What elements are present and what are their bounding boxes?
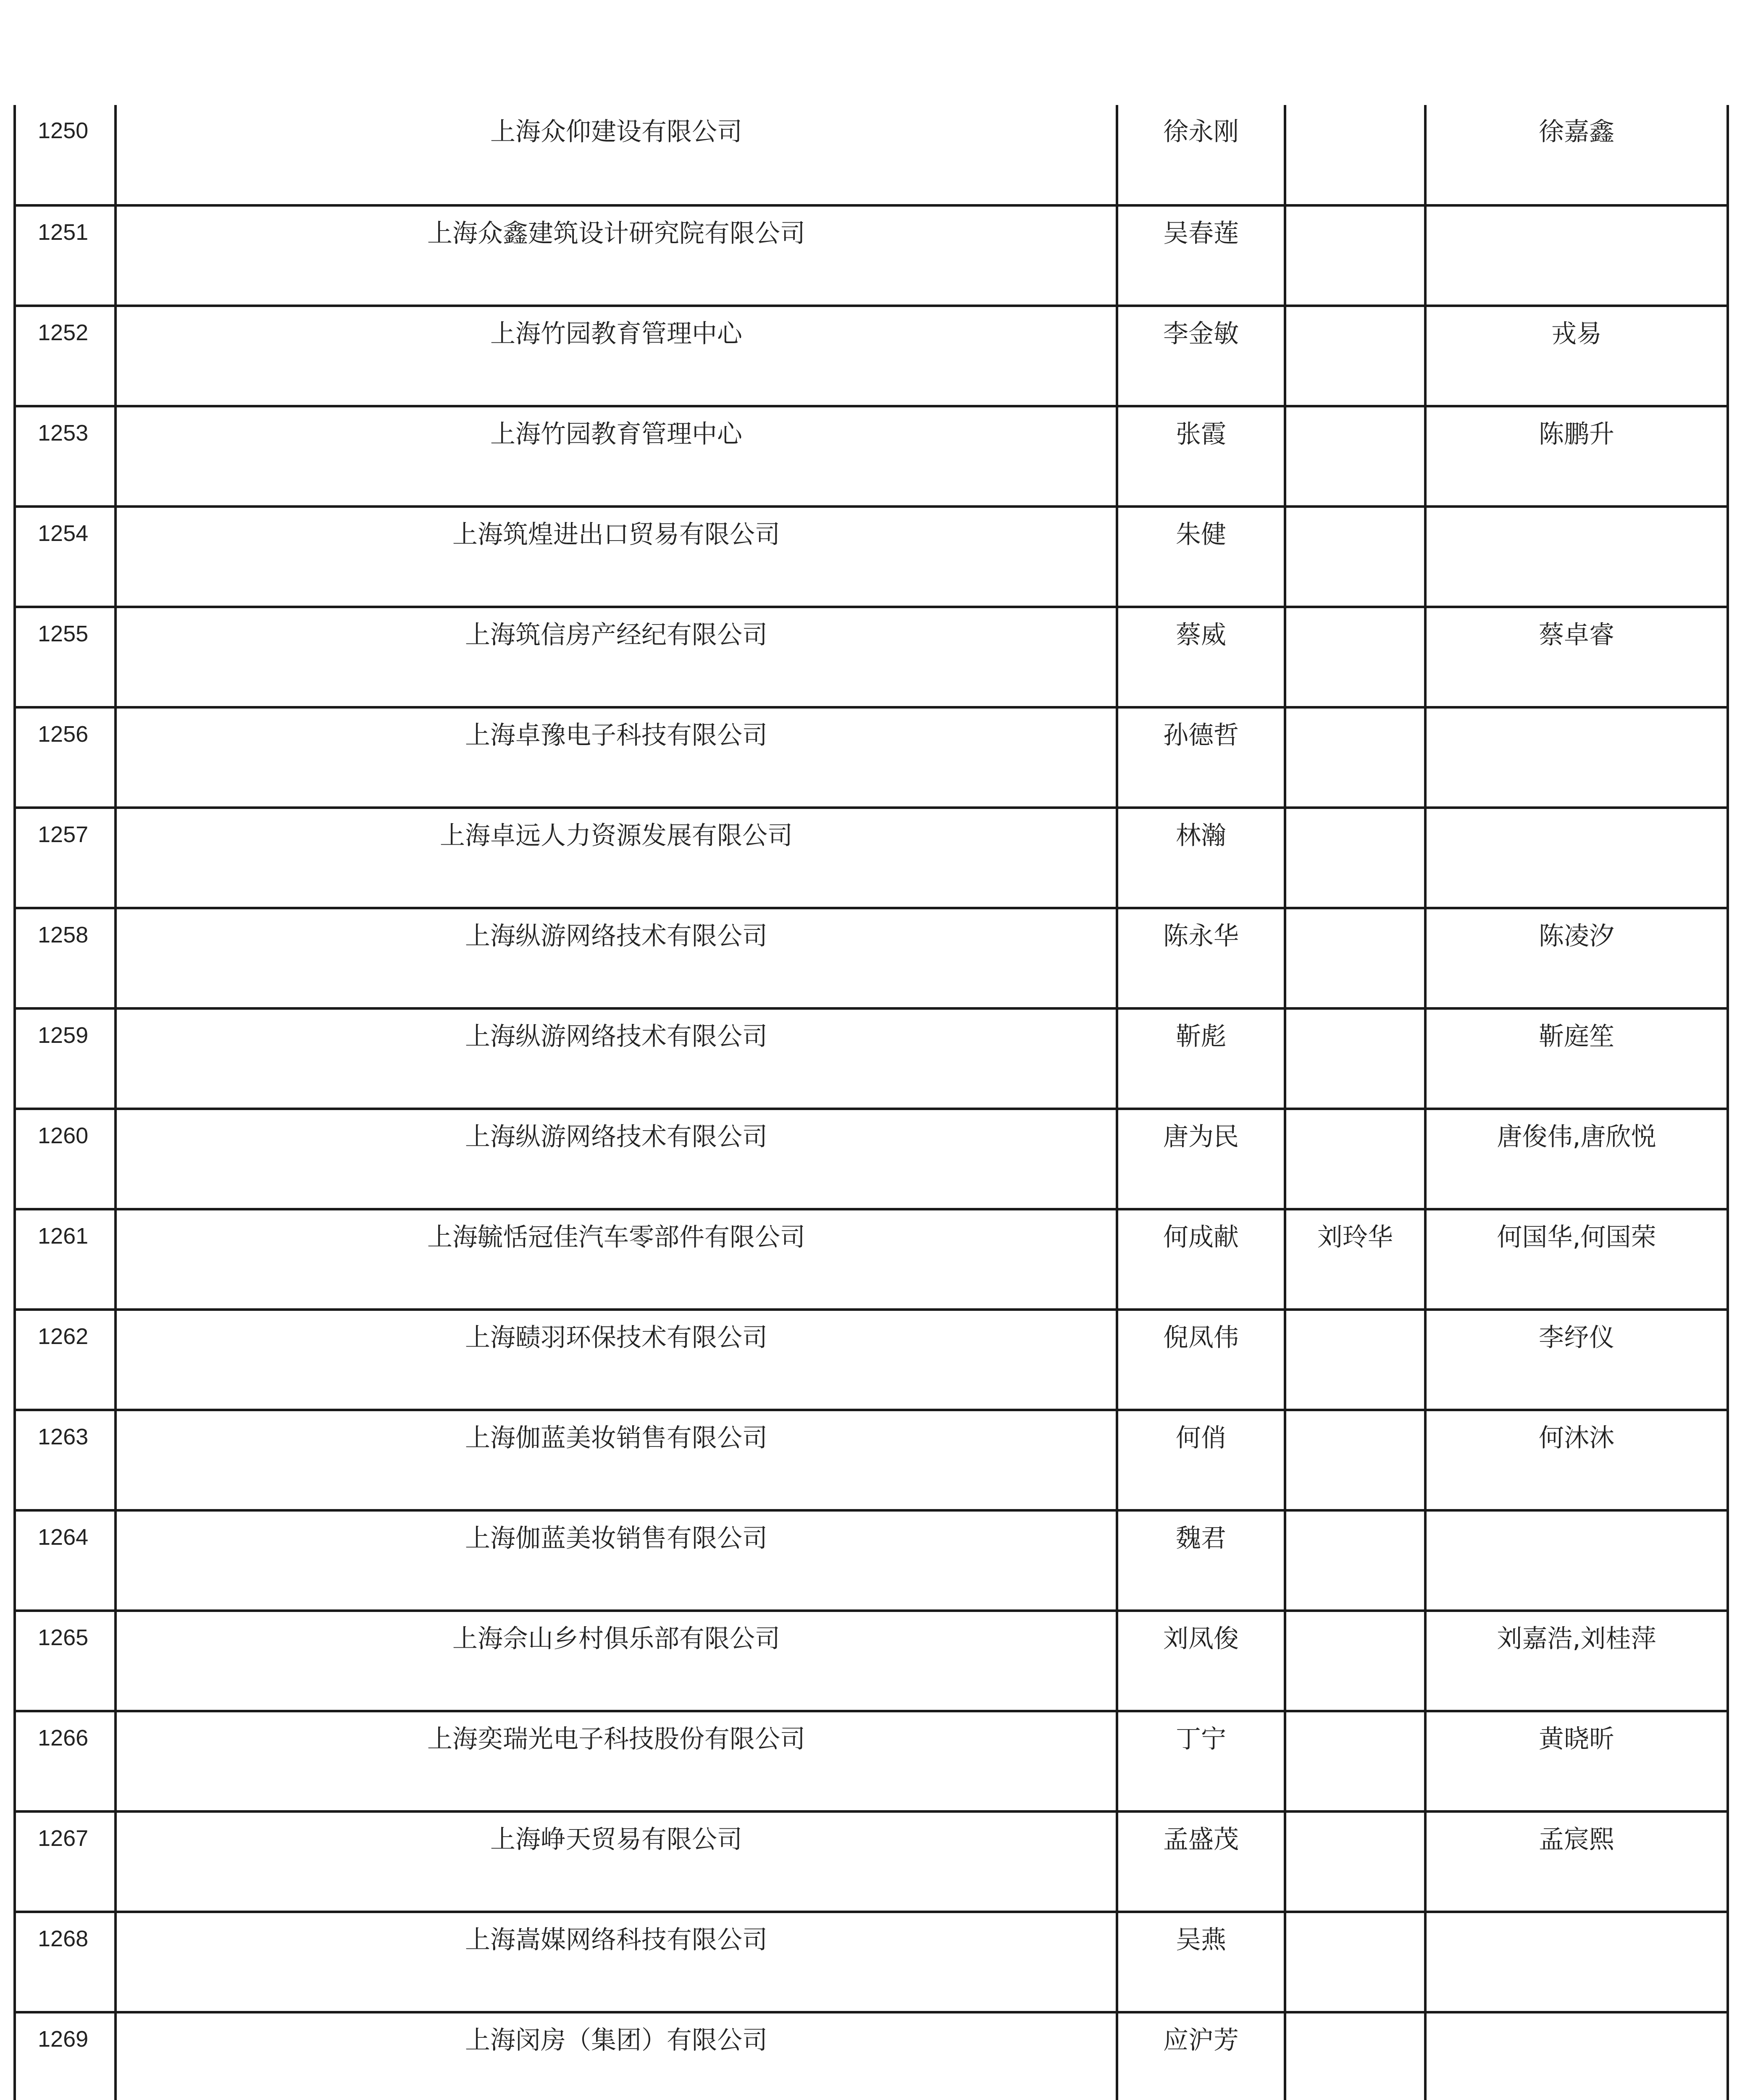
person-name: 刘凤俊 <box>1117 1611 1285 1711</box>
row-number: 1254 <box>15 507 116 607</box>
secondary-name <box>1285 1109 1425 1209</box>
person-name: 朱健 <box>1117 507 1285 607</box>
table-row <box>15 1611 1728 1711</box>
company-name: 上海毓恬冠佳汽车零部件有限公司 <box>116 1209 1117 1310</box>
company-name: 上海伽蓝美妆销售有限公司 <box>116 1410 1117 1510</box>
person-name: 孟盛茂 <box>1117 1811 1285 1912</box>
person-name: 孙德哲 <box>1117 707 1285 808</box>
registry-table-body <box>15 105 1728 2100</box>
secondary-name <box>1285 105 1425 205</box>
person-name: 何成献 <box>1117 1209 1285 1310</box>
company-name: 上海峥天贸易有限公司 <box>116 1811 1117 1912</box>
table-row <box>15 105 1728 205</box>
row-number: 1257 <box>15 808 116 908</box>
row-number: 1258 <box>15 908 116 1008</box>
company-name: 上海筑信房产经纪有限公司 <box>116 607 1117 707</box>
table-row <box>15 205 1728 306</box>
person-name: 吴燕 <box>1117 1912 1285 2012</box>
related-names: 何国华,何国荣 <box>1425 1209 1728 1310</box>
row-number: 1267 <box>15 1811 116 1912</box>
secondary-name <box>1285 1008 1425 1109</box>
row-number: 1263 <box>15 1410 116 1510</box>
table-row <box>15 1310 1728 1410</box>
row-number: 1259 <box>15 1008 116 1109</box>
row-number: 1250 <box>15 105 116 205</box>
related-names <box>1425 1912 1728 2012</box>
table-row <box>15 1109 1728 1209</box>
company-name: 上海筑煌进出口贸易有限公司 <box>116 507 1117 607</box>
row-number: 1260 <box>15 1109 116 1209</box>
person-name: 靳彪 <box>1117 1008 1285 1109</box>
company-name: 上海赜羽环保技术有限公司 <box>116 1310 1117 1410</box>
row-number: 1252 <box>15 306 116 406</box>
table-row <box>15 808 1728 908</box>
related-names <box>1425 707 1728 808</box>
person-name: 林瀚 <box>1117 808 1285 908</box>
secondary-name <box>1285 2012 1425 2100</box>
related-names <box>1425 205 1728 306</box>
related-names: 何沐沐 <box>1425 1410 1728 1510</box>
related-names: 徐嘉鑫 <box>1425 105 1728 205</box>
person-name: 张霞 <box>1117 406 1285 507</box>
company-name: 上海纵游网络技术有限公司 <box>116 1109 1117 1209</box>
row-number: 1256 <box>15 707 116 808</box>
table-row <box>15 607 1728 707</box>
registry-table <box>13 105 1729 2100</box>
related-names: 李纾仪 <box>1425 1310 1728 1410</box>
related-names: 戎易 <box>1425 306 1728 406</box>
company-name: 上海伽蓝美妆销售有限公司 <box>116 1510 1117 1611</box>
row-number: 1261 <box>15 1209 116 1310</box>
secondary-name: 刘玲华 <box>1285 1209 1425 1310</box>
table-row <box>15 1912 1728 2012</box>
secondary-name <box>1285 908 1425 1008</box>
secondary-name <box>1285 607 1425 707</box>
person-name: 倪凤伟 <box>1117 1310 1285 1410</box>
table-row <box>15 908 1728 1008</box>
related-names: 黄晓昕 <box>1425 1711 1728 1811</box>
person-name: 唐为民 <box>1117 1109 1285 1209</box>
person-name: 何俏 <box>1117 1410 1285 1510</box>
secondary-name <box>1285 808 1425 908</box>
person-name: 魏君 <box>1117 1510 1285 1611</box>
row-number: 1265 <box>15 1611 116 1711</box>
company-name: 上海闵房（集团）有限公司 <box>116 2012 1117 2100</box>
table-row <box>15 1510 1728 1611</box>
person-name: 徐永刚 <box>1117 105 1285 205</box>
table-row <box>15 707 1728 808</box>
table-row <box>15 507 1728 607</box>
row-number: 1268 <box>15 1912 116 2012</box>
person-name: 蔡威 <box>1117 607 1285 707</box>
table-row <box>15 1008 1728 1109</box>
related-names <box>1425 2012 1728 2100</box>
row-number: 1255 <box>15 607 116 707</box>
secondary-name <box>1285 306 1425 406</box>
company-name: 上海众仰建设有限公司 <box>116 105 1117 205</box>
related-names <box>1425 507 1728 607</box>
company-name: 上海竹园教育管理中心 <box>116 406 1117 507</box>
related-names: 陈凌汐 <box>1425 908 1728 1008</box>
table-row <box>15 2012 1728 2100</box>
secondary-name <box>1285 507 1425 607</box>
related-names: 靳庭笙 <box>1425 1008 1728 1109</box>
secondary-name <box>1285 1811 1425 1912</box>
related-names: 孟宸熙 <box>1425 1811 1728 1912</box>
secondary-name <box>1285 1510 1425 1611</box>
row-number: 1269 <box>15 2012 116 2100</box>
related-names: 陈鹏升 <box>1425 406 1728 507</box>
secondary-name <box>1285 1310 1425 1410</box>
secondary-name <box>1285 707 1425 808</box>
table-row <box>15 1711 1728 1811</box>
row-number: 1264 <box>15 1510 116 1611</box>
secondary-name <box>1285 1611 1425 1711</box>
secondary-name <box>1285 1711 1425 1811</box>
company-name: 上海嵩媒网络科技有限公司 <box>116 1912 1117 2012</box>
company-name: 上海卓远人力资源发展有限公司 <box>116 808 1117 908</box>
company-name: 上海卓豫电子科技有限公司 <box>116 707 1117 808</box>
secondary-name <box>1285 1410 1425 1510</box>
related-names <box>1425 1510 1728 1611</box>
person-name: 应沪芳 <box>1117 2012 1285 2100</box>
related-names <box>1425 808 1728 908</box>
table-row <box>15 1811 1728 1912</box>
related-names: 唐俊伟,唐欣悦 <box>1425 1109 1728 1209</box>
secondary-name <box>1285 205 1425 306</box>
company-name: 上海众鑫建筑设计研究院有限公司 <box>116 205 1117 306</box>
person-name: 吴春莲 <box>1117 205 1285 306</box>
row-number: 1266 <box>15 1711 116 1811</box>
row-number: 1253 <box>15 406 116 507</box>
person-name: 李金敏 <box>1117 306 1285 406</box>
company-name: 上海纵游网络技术有限公司 <box>116 1008 1117 1109</box>
table-row <box>15 406 1728 507</box>
person-name: 陈永华 <box>1117 908 1285 1008</box>
related-names: 刘嘉浩,刘桂萍 <box>1425 1611 1728 1711</box>
company-name: 上海奕瑞光电子科技股份有限公司 <box>116 1711 1117 1811</box>
company-name: 上海佘山乡村俱乐部有限公司 <box>116 1611 1117 1711</box>
row-number: 1251 <box>15 205 116 306</box>
company-name: 上海竹园教育管理中心 <box>116 306 1117 406</box>
company-name: 上海纵游网络技术有限公司 <box>116 908 1117 1008</box>
secondary-name <box>1285 406 1425 507</box>
table-row <box>15 1209 1728 1310</box>
row-number: 1262 <box>15 1310 116 1410</box>
table-row <box>15 306 1728 406</box>
person-name: 丁宁 <box>1117 1711 1285 1811</box>
secondary-name <box>1285 1912 1425 2012</box>
related-names: 蔡卓睿 <box>1425 607 1728 707</box>
table-row <box>15 1410 1728 1510</box>
